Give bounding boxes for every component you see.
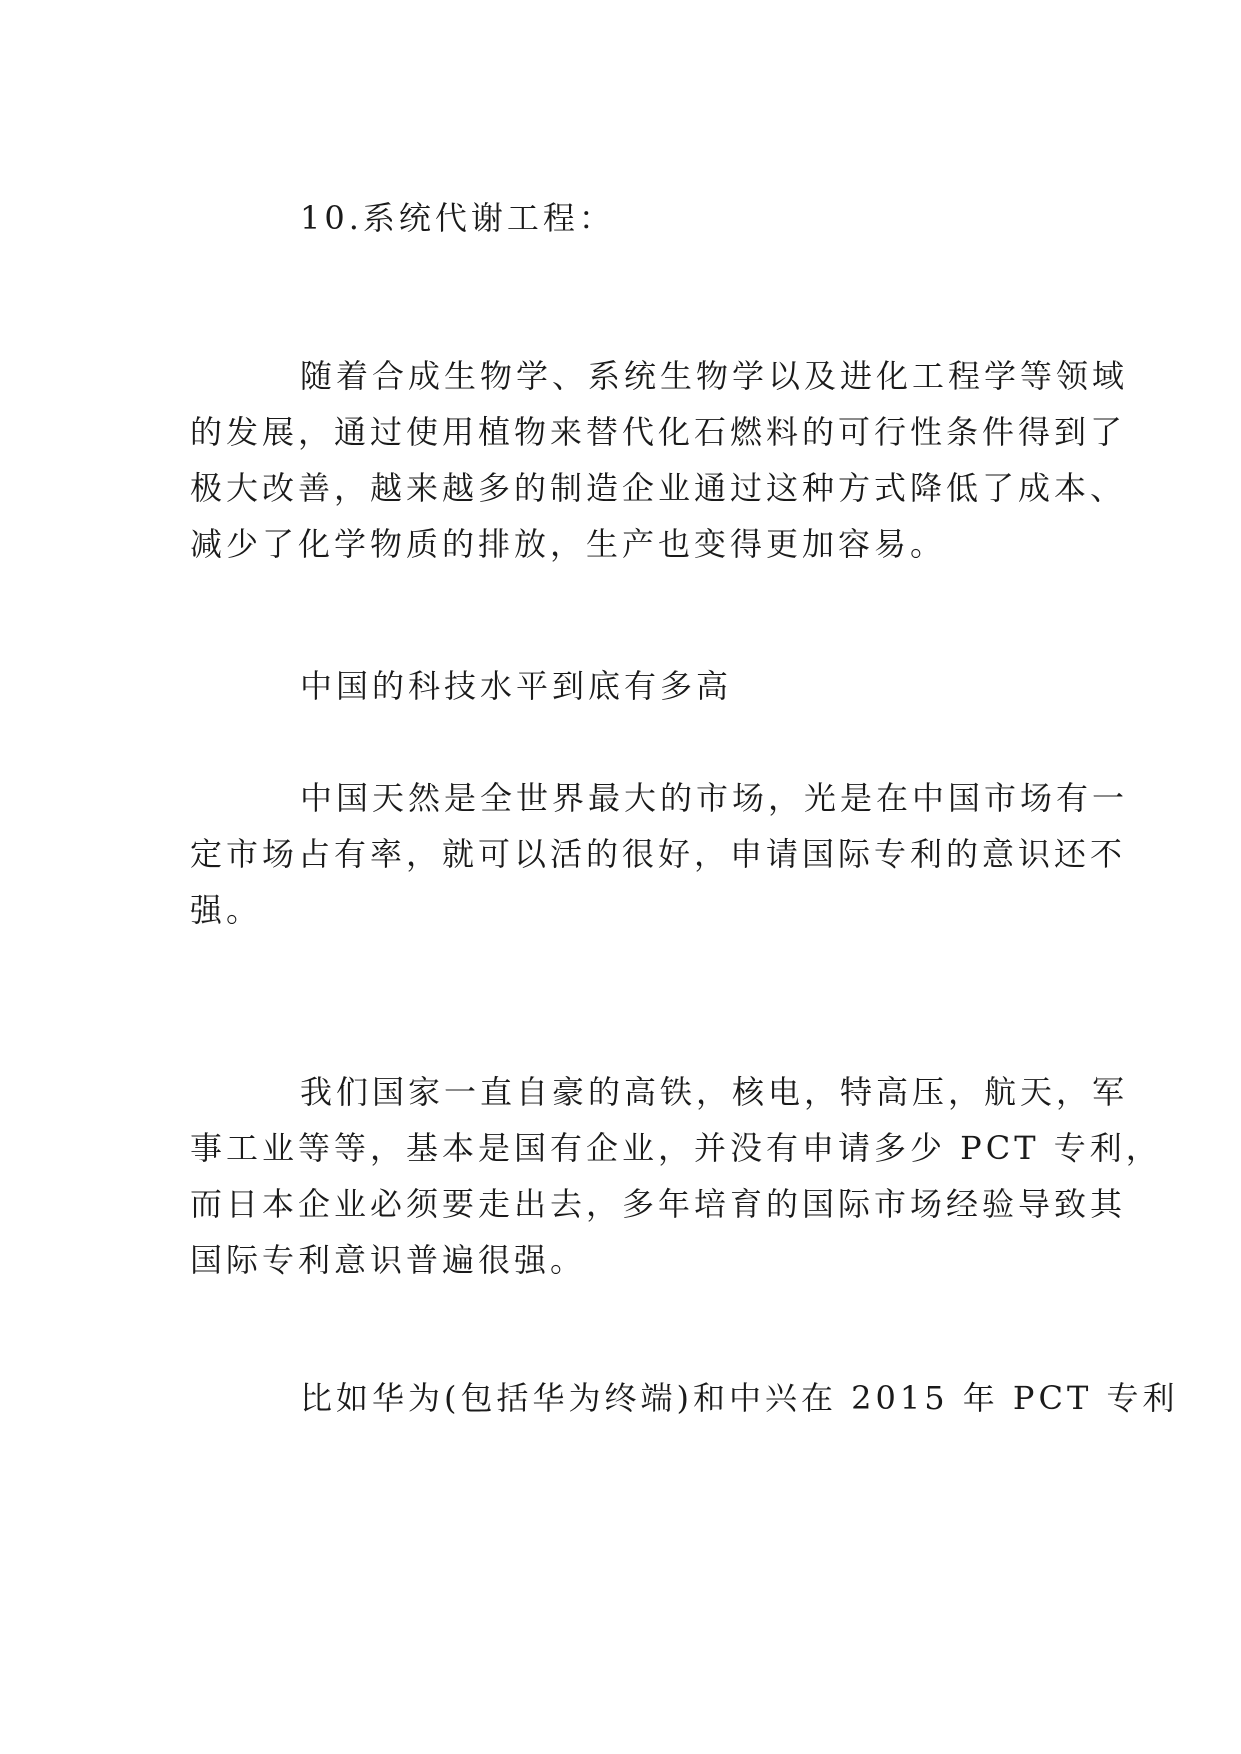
paragraph-line: 的发展，通过使用植物来替代化石燃料的可行性条件得到了 xyxy=(190,413,1127,451)
paragraph-line: 强。 xyxy=(190,891,263,929)
paragraph-line: 中国天然是全世界最大的市场，光是在中国市场有一 xyxy=(300,779,1129,817)
paragraph-line: 我们国家一直自豪的高铁，核电，特高压，航天，军 xyxy=(300,1073,1129,1111)
paragraph-line: 极大改善，越来越多的制造企业通过这种方式降低了成本、 xyxy=(190,469,1127,507)
paragraph-line: 而日本企业必须要走出去，多年培育的国际市场经验导致其 xyxy=(190,1185,1127,1223)
paragraph-line: 减少了化学物质的排放，生产也变得更加容易。 xyxy=(190,525,947,563)
paragraph-line: 随着合成生物学、系统生物学以及进化工程学等领域 xyxy=(300,357,1129,395)
paragraph-line: 国际专利意识普遍很强。 xyxy=(190,1241,587,1279)
paragraph-line: 事工业等等，基本是国有企业，并没有申请多少 PCT 专利， xyxy=(190,1129,1162,1167)
paragraph-line: 定市场占有率，就可以活的很好，申请国际专利的意识还不 xyxy=(190,835,1127,873)
section-heading: 中国的科技水平到底有多高 xyxy=(300,667,733,705)
section-heading: 10.系统代谢工程： xyxy=(300,199,615,237)
paragraph-line: 比如华为(包括华为终端)和中兴在 2015 年 PCT 专利 xyxy=(300,1379,1179,1417)
